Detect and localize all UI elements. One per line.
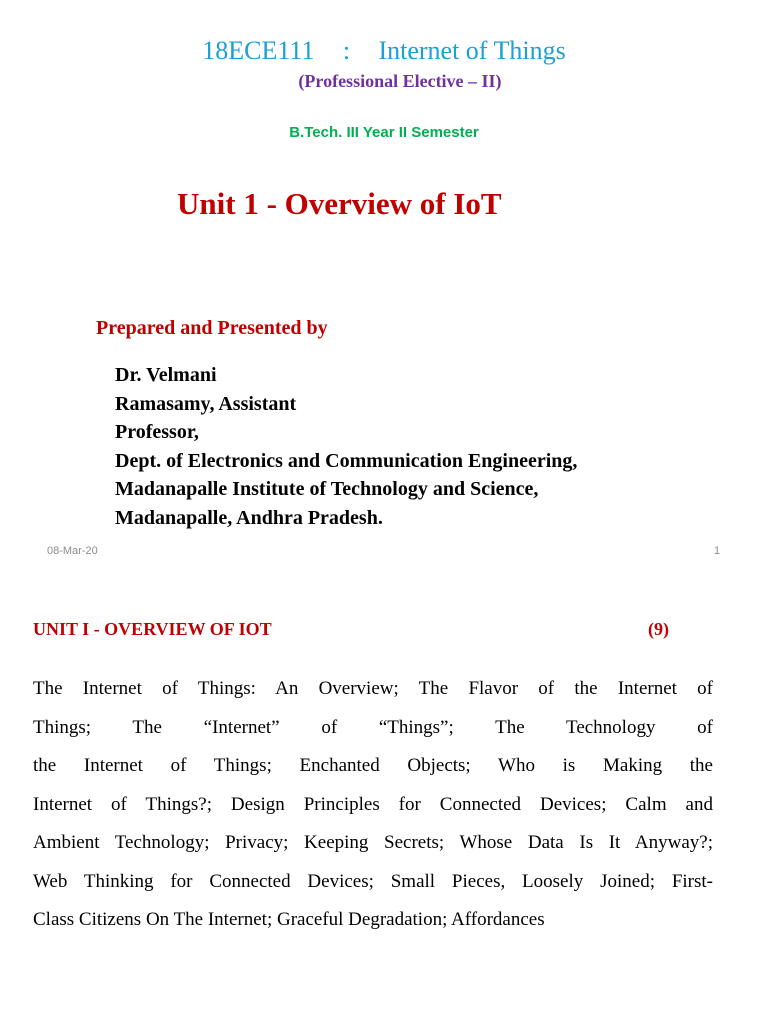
course-title: [0, 36, 768, 66]
syllabus-unit-heading: UNIT I - OVERVIEW OF IOT: [33, 619, 272, 639]
presenter-line: Dr. Velmani: [115, 364, 217, 386]
slide-number: 1: [714, 545, 721, 557]
syllabus-unit-hours: (9): [648, 619, 669, 639]
course-code: 18ECE111: [202, 36, 315, 65]
slide-date: 08-Mar-20: [47, 545, 98, 557]
presenter-line: Dept. of Electronics and Communication Engineering,: [115, 449, 578, 472]
syllabus-line: Internet of Things?; Design Principles for Connected Devices; Calm and: [33, 793, 713, 815]
presenter-line: Ramasamy, Assistant: [115, 392, 297, 415]
syllabus-line: The Internet of Things: An Overview; The Flavor of the Internet of: [33, 678, 713, 699]
presenter-details: [115, 361, 577, 532]
presenter-line: Madanapalle Institute of Technology and Science,: [115, 478, 539, 500]
unit-title: Unit 1 - Overview of IoT: [177, 186, 502, 221]
syllabus-body: [33, 670, 713, 940]
presenter-line: Professor,: [115, 421, 199, 443]
semester-label: B.Tech. III Year II Semester: [289, 124, 479, 141]
title-separator: :: [342, 36, 351, 65]
presenter-line: Madanapalle, Andhra Pradesh.: [115, 506, 383, 529]
syllabus-line: Ambient Technology; Privacy; Keeping Secrets; Whose Data Is It Anyway?;: [33, 832, 713, 853]
syllabus-line: Class Citizens On The Internet; Graceful Degradation; Affordances: [33, 909, 545, 930]
prepared-by-heading: Prepared and Presented by: [96, 317, 328, 339]
course-name: Internet of Things: [378, 36, 566, 65]
syllabus-line: Things; The “Internet” of “Things”; The Technology of: [33, 716, 713, 738]
syllabus-line: Web Thinking for Connected Devices; Small Pieces, Loosely Joined; First-: [33, 870, 713, 892]
elective-subtitle: (Professional Elective – II): [298, 71, 502, 91]
syllabus-line: the Internet of Things; Enchanted Objects; Who is Making the: [33, 755, 713, 776]
